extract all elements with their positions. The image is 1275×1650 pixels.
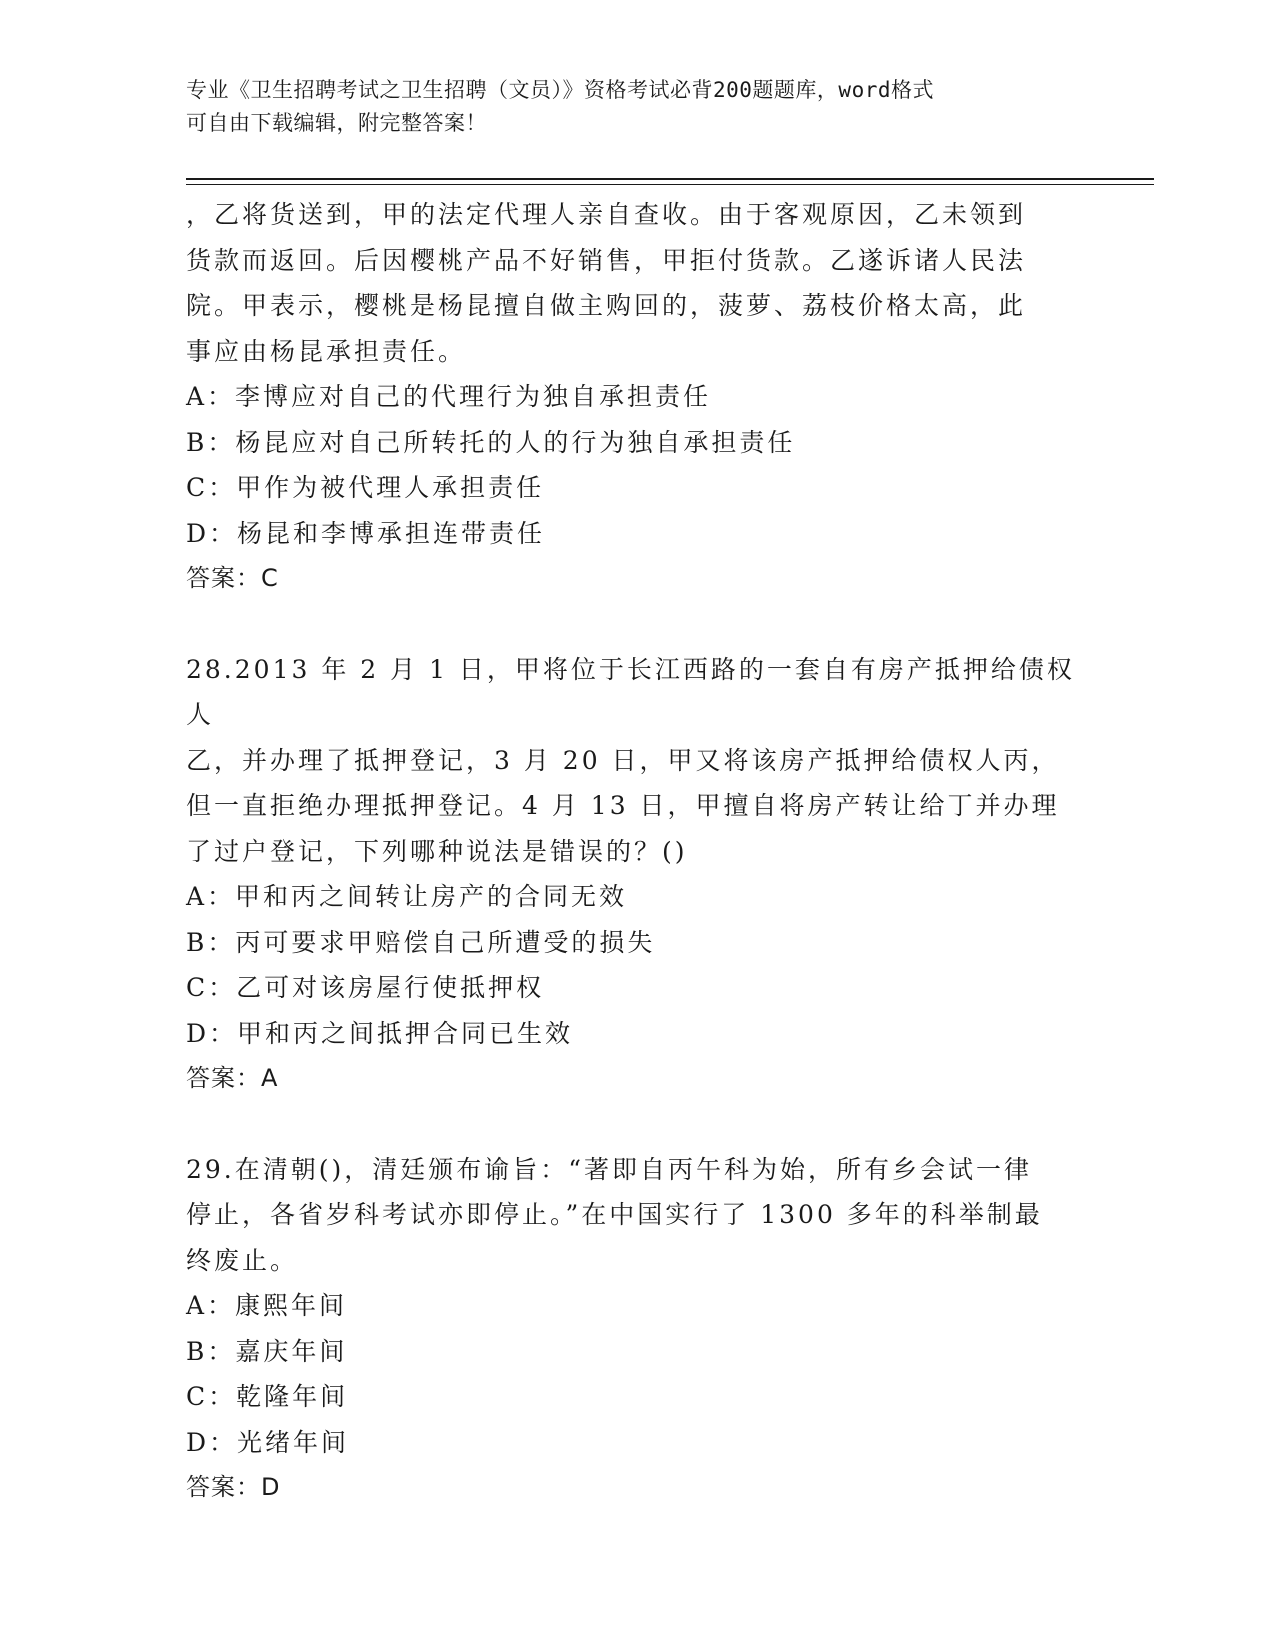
question-spacer	[186, 1102, 1086, 1147]
option-a: A：康熙年间	[186, 1291, 348, 1320]
option-c: C：甲作为被代理人承担责任	[186, 473, 545, 502]
question-29	[186, 1147, 1086, 1511]
answer-line: 答案：A	[186, 1064, 279, 1092]
answer-line: 答案：C	[186, 564, 279, 592]
question-text-line: 28.2013 年 2 月 1 日，甲将位于长江西路的一套自有房产抵押给债权人	[186, 654, 1075, 729]
document-body	[186, 192, 1086, 1511]
question-text-line: 终废止。	[186, 1245, 299, 1275]
option-c: C：乙可对该房屋行使抵押权	[186, 973, 545, 1002]
question-spacer	[186, 602, 1086, 647]
question-28	[186, 647, 1086, 1102]
question-continued	[186, 192, 1086, 602]
option-d: D：杨昆和李博承担连带责任	[186, 518, 546, 548]
option-b: B：杨昆应对自己所转托的人的行为独自承担责任	[186, 427, 796, 457]
document-header	[186, 74, 1086, 140]
question-text-line: 了过户登记，下列哪种说法是错误的？()	[186, 836, 688, 866]
question-text-line: 事应由杨昆承担责任。	[186, 336, 467, 366]
question-text-line: 乙，并办理了抵押登记，3 月 20 日，甲又将该房产抵押给债权人丙，	[186, 745, 1060, 775]
question-text-line: ，乙将货送到，甲的法定代理人亲自查收。由于客观原因，乙未领到	[186, 200, 1027, 229]
question-text-line: 但一直拒绝办理抵押登记。4 月 13 日，甲擅自将房产转让给丁并办理	[186, 791, 1060, 820]
option-d: D：甲和丙之间抵押合同已生效	[186, 1018, 574, 1048]
question-text-line: 货款而返回。后因樱桃产品不好销售，甲拒付货款。乙遂诉诸人民法	[186, 245, 1027, 275]
question-text-line: 29.在清朝()，清廷颁布谕旨：“著即自丙午科为始，所有乡会试一律	[186, 1154, 1033, 1184]
option-b: B：丙可要求甲赔偿自己所遭受的损失	[186, 927, 656, 957]
option-a: A：甲和丙之间转让房产的合同无效	[186, 882, 628, 911]
answer-line: 答案：D	[186, 1473, 281, 1501]
header-line-2: 可自由下载编辑，附完整答案！	[186, 111, 487, 135]
option-a: A：李博应对自己的代理行为独自承担责任	[186, 382, 712, 411]
header-rule-thick	[186, 178, 1154, 180]
option-c: C：乾隆年间	[186, 1382, 349, 1411]
question-text-line: 停止，各省岁科考试亦即停止。”在中国实行了 1300 多年的科举制最	[186, 1200, 1043, 1229]
header-rule-thin	[186, 184, 1154, 185]
header-line-1: 专业《卫生招聘考试之卫生招聘（文员）》资格考试必背200题题库，word格式	[186, 78, 934, 102]
question-text-line: 院。甲表示，樱桃是杨昆擅自做主购回的，菠萝、荔枝价格太高，此	[186, 291, 1027, 320]
option-b: B：嘉庆年间	[186, 1336, 348, 1366]
option-d: D：光绪年间	[186, 1427, 350, 1457]
